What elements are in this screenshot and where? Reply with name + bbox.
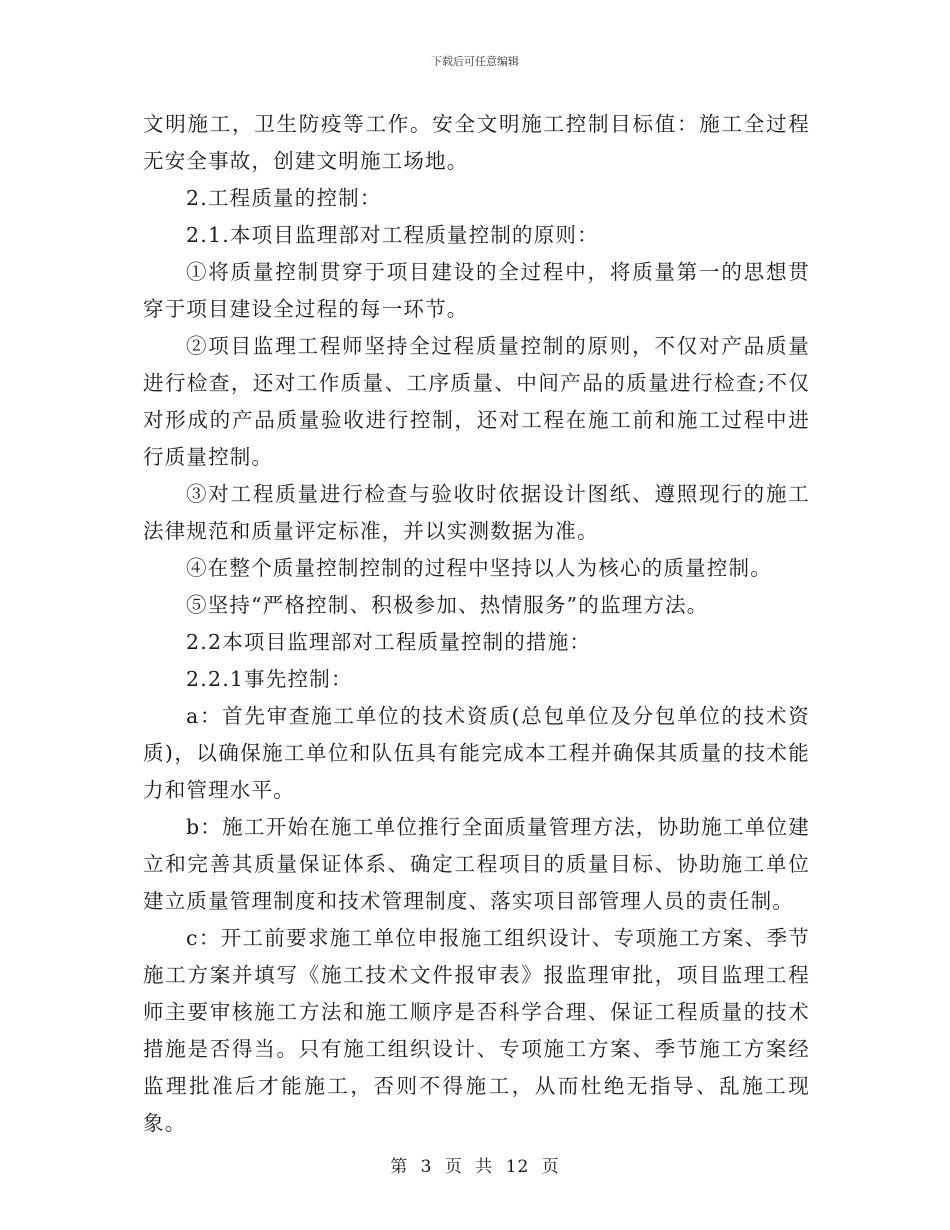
paragraph: 2.工程质量的控制： [186,186,382,210]
document-body [143,106,810,1142]
total-page-count: 12 [505,1157,530,1177]
paragraph: 2.2本项目监理部对工程质量控制的措施： [186,630,592,654]
paragraph: ③对工程质量进行检查与验收时依据设计图纸、遵照现行的施工法律规范和质量评定标准，并以实测数据为准。 [143,482,810,543]
paragraph: ①将质量控制贯穿于项目建设的全过程中，将质量第一的思想贯穿于项目建设全过程的每一环节。 [143,260,810,321]
paragraph: 2.2.1事先控制： [186,667,353,691]
footer-total-word: 共 [475,1157,494,1177]
footer-suffix: 页 [541,1157,560,1177]
paragraph: ②项目监理工程师坚持全过程质量控制的原则，不仅对产品质量进行检查，还对工作质量、工序质量、中间产品的质量进行检查;不仅对形成的产品质量验收进行控制，还对工程在施工前和施工过程中进行质量控制。 [143,334,810,469]
paragraph: ④在整个质量控制控制的过程中坚持以人为核心的质量控制。 [186,556,772,580]
paragraph: 文明施工，卫生防疫等工作。安全文明施工控制目标值：施工全过程无安全事故，创建文明施工场地。 [143,112,810,173]
paragraph: a：首先审查施工单位的技术资质(总包单位及分包单位的技术资质)，以确保施工单位和队伍具有能完成本工程并确保其质量的技术能力和管理水平。 [143,704,810,802]
paragraph: ⑤坚持“严格控制、积极参加、热情服务”的监理方法。 [186,593,709,617]
paragraph: b：施工开始在施工单位推行全面质量管理方法，协助施工单位建立和完善其质量保证体系、确定工程项目的质量目标、协助施工单位建立质量管理制度和技术管理制度、落实项目部管理人员的责任制。 [143,815,810,913]
footer-page-word: 页 [444,1157,463,1177]
paragraph: 2.1.本项目监理部对工程质量控制的原则： [186,223,599,247]
footer-prefix: 第 [390,1157,409,1177]
header-note: 下载后可任意编辑 [431,55,519,68]
paragraph: c：开工前要求施工单位申报施工组织设计、专项施工方案、季节施工方案并填写《施工技术文件报审表》报监理审批，项目监理工程师主要审核施工方法和施工顺序是否科学合理、保证工程质量的技术措施是否得当。只有施工组织设计、专项施工方案、季节施工方案经监理批准后才能施工，否则不得施工，从而杜绝无指导、乱施工现象。 [143,926,810,1135]
page-number-footer [0,1152,950,1177]
current-page-number: 3 [420,1157,433,1177]
